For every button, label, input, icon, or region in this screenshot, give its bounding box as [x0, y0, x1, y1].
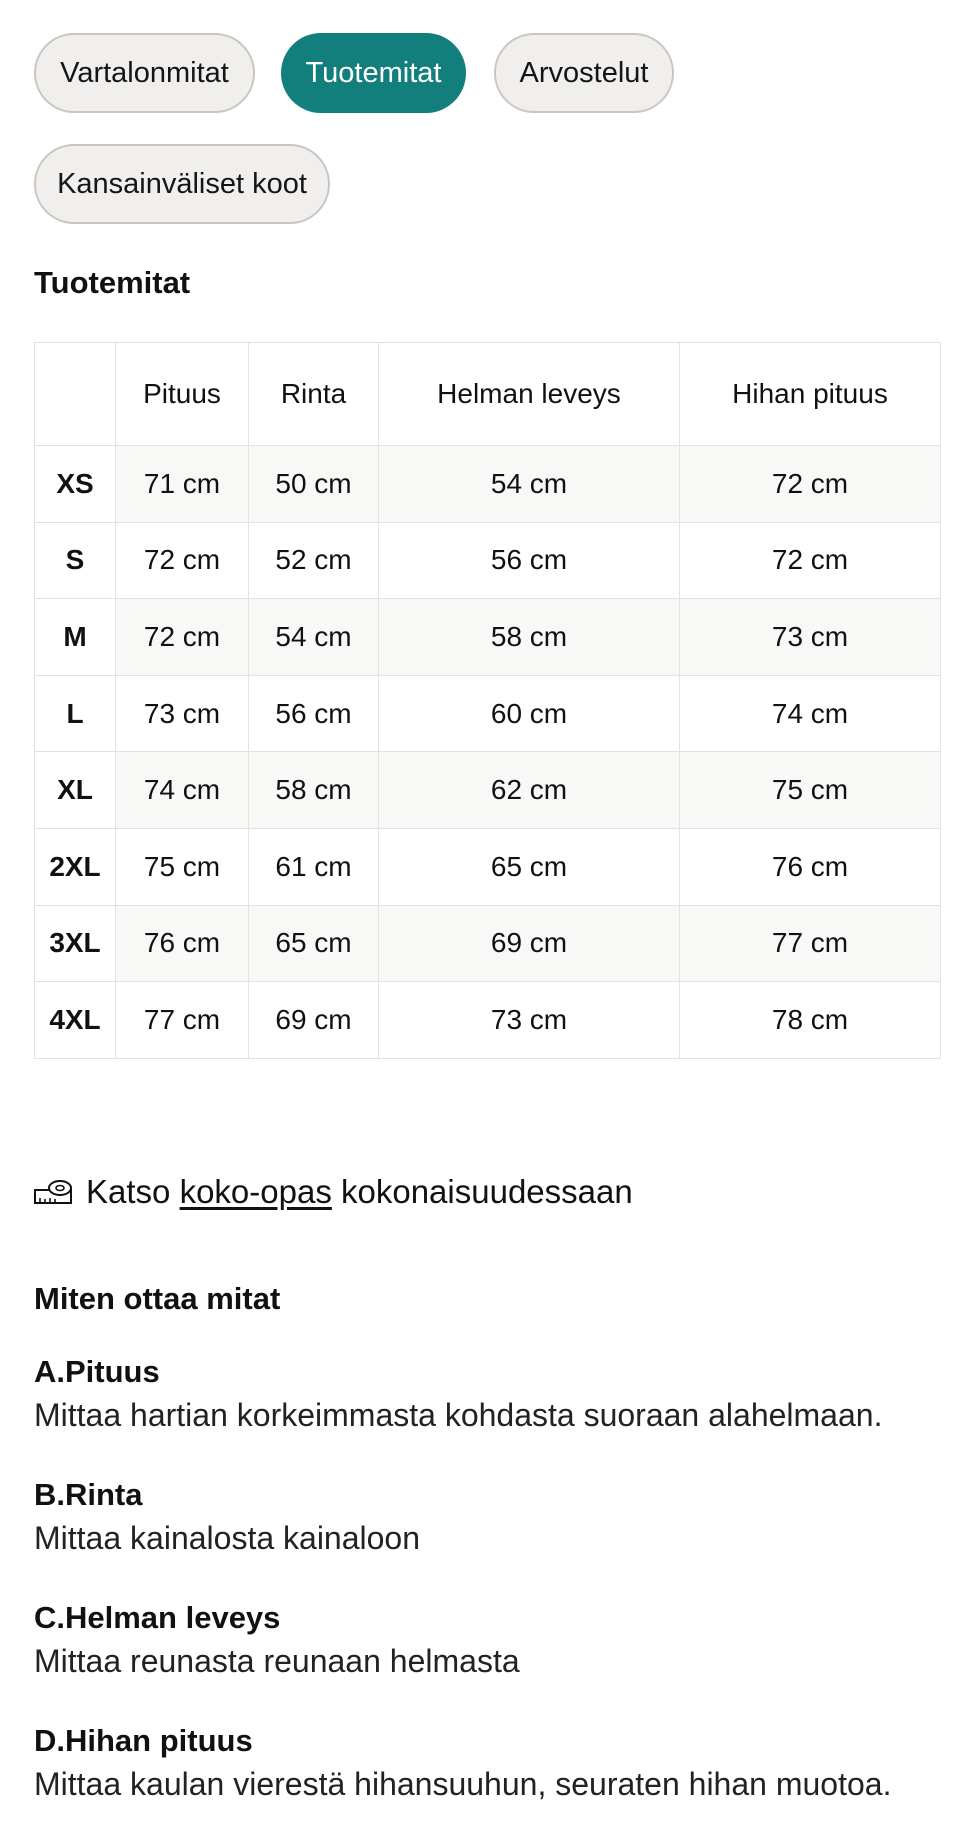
table-cell: 58 cm — [249, 752, 379, 829]
table-cell: 76 cm — [680, 828, 941, 905]
measure-title: B.Rinta — [34, 1477, 143, 1512]
measure-description: Mittaa kainalosta kainaloon — [34, 1520, 421, 1556]
size-table — [34, 342, 941, 1059]
tab-tuotemitat[interactable]: Tuotemitat — [281, 33, 466, 113]
table-cell: 73 cm — [680, 599, 941, 676]
table-cell: 56 cm — [249, 675, 379, 752]
table-cell: 75 cm — [116, 828, 249, 905]
table-cell: 52 cm — [249, 522, 379, 599]
table-cell: 69 cm — [249, 982, 379, 1059]
howto-title: Miten ottaa mitat — [34, 1281, 281, 1316]
table-cell: 54 cm — [249, 599, 379, 676]
measure-title: A.Pituus — [34, 1354, 160, 1389]
table-cell: 75 cm — [680, 752, 941, 829]
table-cell: 60 cm — [379, 675, 680, 752]
table-cell: 69 cm — [379, 905, 680, 982]
tab-arvostelut[interactable]: Arvostelut — [494, 33, 674, 113]
table-header-rinta: Rinta — [249, 343, 379, 446]
size-label: XL — [35, 752, 116, 829]
table-cell: 74 cm — [116, 752, 249, 829]
table-header-hihan-pituus: Hihan pituus — [680, 343, 941, 446]
size-label: L — [35, 675, 116, 752]
table-cell: 77 cm — [680, 905, 941, 982]
size-guide-line — [34, 1173, 633, 1211]
size-label: S — [35, 522, 116, 599]
size-label: 4XL — [35, 982, 116, 1059]
table-cell: 58 cm — [379, 599, 680, 676]
measure-item-rinta — [34, 1475, 934, 1561]
table-cell: 72 cm — [680, 446, 941, 523]
table-row — [35, 828, 941, 905]
measure-item-helman-leveys — [34, 1598, 934, 1684]
measure-description: Mittaa reunasta reunaan helmasta — [34, 1643, 520, 1679]
table-header-helman-leveys: Helman leveys — [379, 343, 680, 446]
table-cell: 72 cm — [116, 599, 249, 676]
measure-description: Mittaa kaulan vierestä hihansuuhun, seuraten hihan muotoa. — [34, 1766, 892, 1802]
table-cell: 65 cm — [379, 828, 680, 905]
tab-vartalonmitat[interactable]: Vartalonmitat — [34, 33, 255, 113]
table-row — [35, 446, 941, 523]
section-title: Tuotemitat — [34, 265, 191, 300]
table-header-row — [35, 343, 941, 446]
table-row — [35, 675, 941, 752]
table-row — [35, 982, 941, 1059]
table-header-pituus: Pituus — [116, 343, 249, 446]
size-guide-link[interactable]: koko-opas — [179, 1173, 332, 1210]
measure-description: Mittaa hartian korkeimmasta kohdasta suoraan alahelmaan. — [34, 1397, 883, 1433]
size-label: 2XL — [35, 828, 116, 905]
table-row — [35, 599, 941, 676]
size-label: 3XL — [35, 905, 116, 982]
size-label: XS — [35, 446, 116, 523]
table-cell: 62 cm — [379, 752, 680, 829]
table-cell: 61 cm — [249, 828, 379, 905]
table-cell: 73 cm — [116, 675, 249, 752]
table-cell: 77 cm — [116, 982, 249, 1059]
table-header-size — [35, 343, 116, 446]
measuring-tape-icon — [34, 1179, 74, 1205]
table-cell: 50 cm — [249, 446, 379, 523]
size-label: M — [35, 599, 116, 676]
table-cell: 72 cm — [116, 522, 249, 599]
table-cell: 56 cm — [379, 522, 680, 599]
tab-kansainvaliset-koot[interactable]: Kansainväliset koot — [34, 144, 330, 224]
table-row — [35, 752, 941, 829]
measure-title: D.Hihan pituus — [34, 1723, 253, 1758]
guide-suffix: kokonaisuudessaan — [341, 1173, 633, 1210]
table-cell: 65 cm — [249, 905, 379, 982]
guide-prefix: Katso — [86, 1173, 171, 1210]
table-cell: 54 cm — [379, 446, 680, 523]
table-cell: 72 cm — [680, 522, 941, 599]
table-cell: 78 cm — [680, 982, 941, 1059]
table-cell: 76 cm — [116, 905, 249, 982]
measure-title: C.Helman leveys — [34, 1600, 281, 1635]
table-cell: 71 cm — [116, 446, 249, 523]
table-row — [35, 905, 941, 982]
table-cell: 73 cm — [379, 982, 680, 1059]
measure-item-pituus — [34, 1352, 934, 1438]
measure-item-hihan-pituus — [34, 1721, 934, 1807]
table-cell: 74 cm — [680, 675, 941, 752]
table-row — [35, 522, 941, 599]
